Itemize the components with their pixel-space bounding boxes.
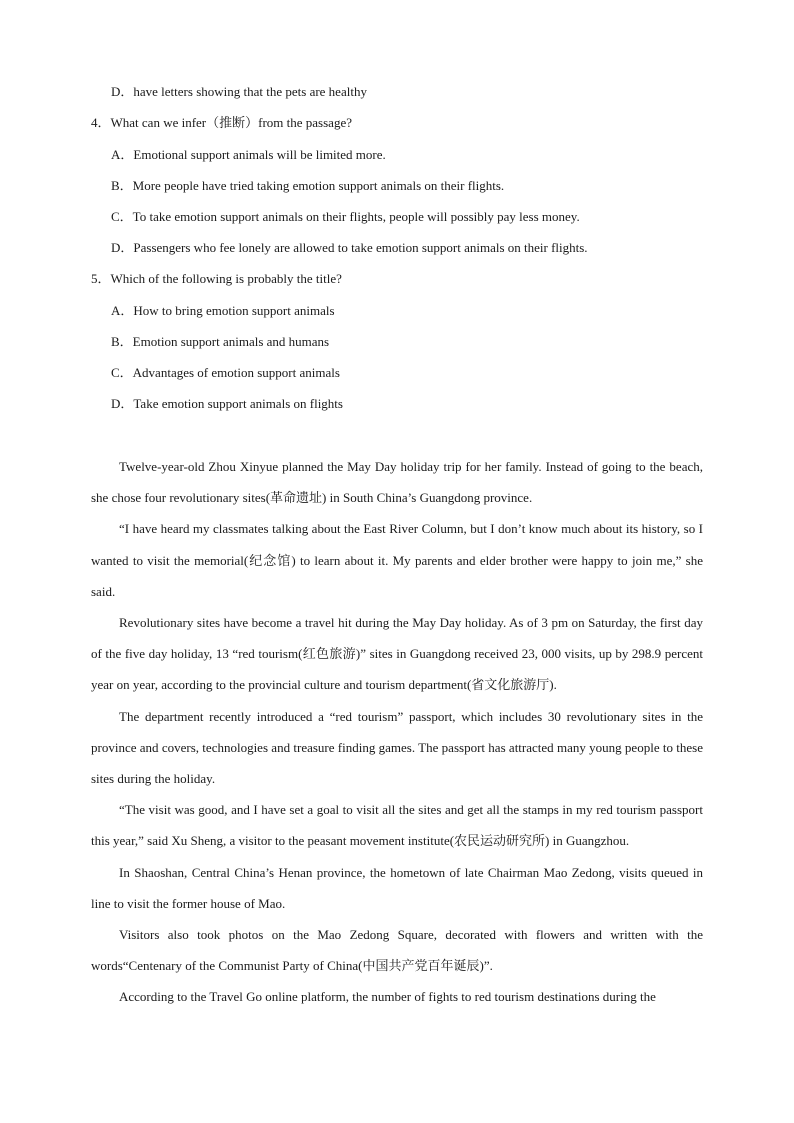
q4-option-c: C．To take emotion support animals on their flights, people will possibly pay less money. xyxy=(111,209,580,224)
q5-stem: 5．Which of the following is probably the title? xyxy=(91,271,342,286)
q4-stem: 4．What can we infer（推断）from the passage? xyxy=(91,115,352,130)
q5-option-b: B．Emotion support animals and humans xyxy=(111,334,330,349)
passage-paragraph-6: In Shaoshan, Central China’s Henan province, the hometown of late Chairman Mao Zedong, visits queued in line to visit the former house of Mao. xyxy=(91,864,703,911)
q3-option-d: D．have letters showing that the pets are healthy xyxy=(111,84,367,99)
passage-paragraph-2: “I have heard my classmates talking about the East River Column, but I don’t know much about its history, so I wanted to visit the memorial(纪念馆) to learn about it. My parents and elder brother were happy to join me,” she said. xyxy=(91,521,703,599)
q4-option-b: B．More people have tried taking emotion support animals on their flights. xyxy=(111,178,505,193)
reading-passage xyxy=(91,451,703,1013)
q5-option-d: D．Take emotion support animals on flights xyxy=(111,396,343,411)
passage-paragraph-5: “The visit was good, and I have set a goal to visit all the sites and get all the stamps in my red tourism passport this year,” said Xu Sheng, a visitor to the peasant movement institute(农民运动研究所) in Guangzhou. xyxy=(91,802,703,849)
passage-paragraph-4: The department recently introduced a “red tourism” passport, which includes 30 revolutionary sites in the province and covers, technologies and treasure finding games. The passport has attracted many young people to these sites during the holiday. xyxy=(91,708,703,787)
q5-option-c: C．Advantages of emotion support animals xyxy=(111,365,340,380)
passage-paragraph-7: Visitors also took photos on the Mao Zedong Square, decorated with flowers and written with the words“Centenary of the Communist Party of China(中国共产党百年诞辰)”. xyxy=(91,927,703,974)
q4-option-a: A．Emotional support animals will be limited more. xyxy=(111,147,386,162)
q5-option-a: A．How to bring emotion support animals xyxy=(111,303,335,318)
q4-option-d: D．Passengers who fee lonely are allowed to take emotion support animals on their flights. xyxy=(111,240,588,255)
passage-paragraph-8: According to the Travel Go online platform, the number of fights to red tourism destinations during the xyxy=(119,989,656,1005)
passage-paragraph-3: Revolutionary sites have become a travel hit during the May Day holiday. As of 3 pm on Saturday, the first day of the five day holiday, 13 “red tourism(红色旅游)” sites in Guangdong received 23, 000 visits, up by 298.9 percent year on year, according to the provincial culture and tourism department(省文化旅游厅). xyxy=(91,615,703,693)
passage-paragraph-1: Twelve-year-old Zhou Xinyue planned the May Day holiday trip for her family. Instead of going to the beach, she chose four revolutionary sites(革命遗址) in South China’s Guangdong province. xyxy=(91,459,703,506)
